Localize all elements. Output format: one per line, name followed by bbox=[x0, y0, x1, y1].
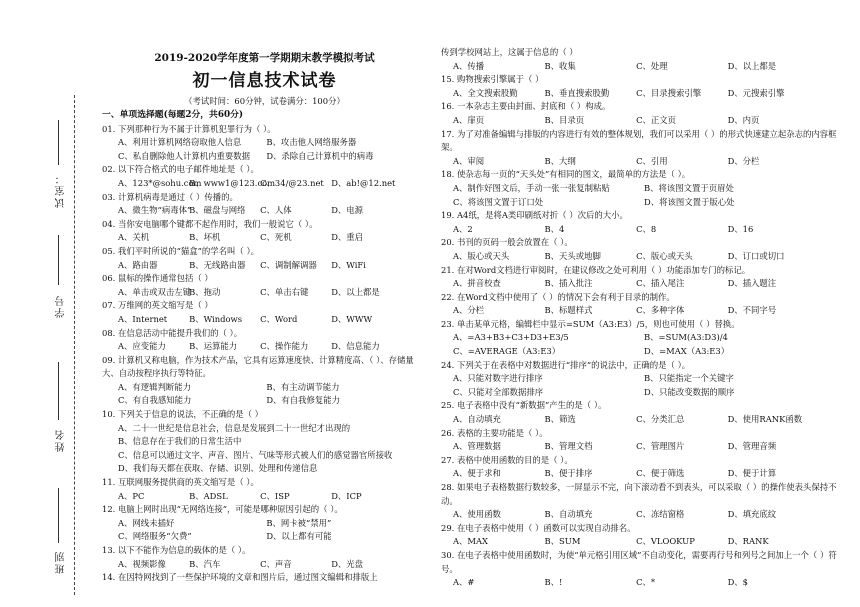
answer-option: A、二十一世纪是信息社会，信息是发展到二十一世纪才出现的 bbox=[118, 422, 351, 433]
option-row bbox=[441, 508, 851, 522]
answer-option: B、磁盘与网络 bbox=[189, 205, 246, 216]
question-text: 02. 以下符合格式的电子邮件地址是（ ）。 bbox=[102, 164, 259, 175]
option-row bbox=[441, 345, 851, 359]
answer-option: D、填充底纹 bbox=[727, 509, 777, 520]
name-blank bbox=[58, 362, 59, 420]
answer-option: A、审阅 bbox=[453, 155, 485, 166]
answer-option: A、微生物“病毒体” bbox=[118, 205, 192, 216]
answer-option: D、管理音频 bbox=[727, 441, 777, 452]
answer-option: B、网卡被“禁用” bbox=[266, 517, 332, 528]
option-row bbox=[441, 114, 851, 128]
question-text: 17. 为了对准备编辑与排版的内容进行有效的整体规划，我们可以采用（ ）的形式快速建立起杂志的内容框架。 bbox=[441, 128, 837, 153]
answer-option: B、只能指定一个关键字 bbox=[644, 373, 734, 384]
option-row bbox=[102, 517, 427, 531]
answer-option: A、版心或天头 bbox=[453, 250, 510, 261]
option-row bbox=[102, 204, 427, 218]
option-row bbox=[441, 386, 851, 400]
answer-option: D、$ bbox=[727, 577, 749, 588]
answer-option: D、以上都有可能 bbox=[266, 531, 332, 542]
answer-option: C、处理 bbox=[636, 60, 668, 71]
answer-option: C、将该图文置于订口处 bbox=[453, 196, 544, 207]
answer-option: C、* bbox=[636, 577, 656, 588]
question-text: 09. 计算机又称电脑，作为技术产品，它具有运算速度快、计算精度高、（ ）、存储量大、自动按程序执行等特征。 bbox=[102, 354, 414, 379]
option-row bbox=[102, 231, 427, 245]
question-text: 03. 计算机病毒是通过（ ）传播的。 bbox=[102, 191, 238, 202]
option-row bbox=[441, 196, 851, 210]
option-row bbox=[441, 60, 851, 74]
answer-option: C、人体 bbox=[260, 205, 292, 216]
question-text: 26. 表格的主要功能是（ ）。 bbox=[441, 427, 548, 438]
answer-option: D、使用RANK函数 bbox=[727, 414, 803, 425]
left-question-list bbox=[102, 123, 427, 585]
answer-option: C、34/@23.net bbox=[260, 177, 324, 188]
question-text: 14. 在因特网找到了一些保护环境的文章和图片后，通过图文编辑和排版上 bbox=[102, 572, 378, 583]
answer-option: D、杀除自己计算机中的病毒 bbox=[266, 150, 374, 161]
question-text: 12. 电脑上网时出现“无网络连接”，可能是哪种原因引起的（ ）。 bbox=[102, 504, 343, 515]
option-row bbox=[441, 576, 851, 590]
question-text: 15. 购物搜索引擎属于（ ） bbox=[441, 74, 544, 85]
answer-option: A、拼音校查 bbox=[453, 278, 501, 289]
option-row bbox=[441, 155, 851, 169]
answer-option: A、扉页 bbox=[453, 114, 485, 125]
answer-option: A、制作好图文后，手动一张一张复制粘贴 bbox=[453, 182, 610, 193]
answer-option: A、便于求和 bbox=[453, 468, 501, 479]
answer-option: C、VLOOKUP bbox=[636, 536, 695, 547]
option-row bbox=[102, 558, 427, 572]
paper-title: 初一信息技术试卷 bbox=[192, 71, 337, 91]
right-question-list bbox=[441, 46, 851, 590]
answer-option: D、WWW bbox=[331, 313, 373, 324]
answer-option: B、插入批注 bbox=[544, 278, 593, 289]
option-row bbox=[102, 530, 427, 544]
option-row bbox=[441, 304, 851, 318]
answer-option: C、8 bbox=[636, 223, 657, 234]
answer-option: C、ISP bbox=[260, 490, 290, 501]
answer-option: B、运算能力 bbox=[189, 341, 238, 352]
question-text: 25. 电子表格中没有“新数据”产生的是（ ）。 bbox=[441, 400, 607, 411]
question-text: 01. 下列那种行为不属于计算机犯罪行为（ ）。 bbox=[102, 123, 276, 134]
question-text: 19. A4纸，是将A类印刷纸对折（ ）次后的大小。 bbox=[441, 210, 628, 221]
option-row bbox=[441, 440, 851, 454]
answer-option: C、便于筛选 bbox=[636, 468, 685, 479]
answer-option: A、全文搜索股勤 bbox=[453, 87, 518, 98]
option-row bbox=[441, 182, 851, 196]
answer-option: D、内页 bbox=[727, 114, 760, 125]
question-text: 29. 在电子表格中使用（ ）函数可以实现自动排名。 bbox=[441, 522, 636, 533]
answer-option: A、应变能力 bbox=[118, 341, 166, 352]
option-row bbox=[102, 313, 427, 327]
answer-option: A、管理数据 bbox=[453, 441, 501, 452]
answer-option: A、视频影像 bbox=[118, 558, 166, 569]
answer-option: A、# bbox=[453, 577, 475, 588]
option-row bbox=[102, 150, 427, 164]
question-text: 06. 鼠标的操作通常包括（ ） bbox=[102, 273, 213, 284]
answer-option: B、垂直搜索股勤 bbox=[544, 87, 610, 98]
answer-option: A、网线未插好 bbox=[118, 517, 175, 528]
option-row bbox=[102, 490, 427, 504]
answer-option: D、以上都是 bbox=[331, 286, 380, 297]
answer-option: D、以上都是 bbox=[727, 60, 777, 71]
answer-option: B、汽车 bbox=[189, 558, 221, 569]
answer-option: B、便于排序 bbox=[544, 468, 593, 479]
answer-option: B、管理文档 bbox=[544, 441, 593, 452]
answer-option: A、使用函数 bbox=[453, 509, 501, 520]
question-text: 04. 当你安电脑哪个键都不起作用时，我们一般说它（ ）。 bbox=[102, 218, 318, 229]
answer-option: B、收集 bbox=[544, 60, 576, 71]
answer-option: B、将该图文置于页眉处 bbox=[644, 182, 734, 193]
class-blank bbox=[58, 488, 59, 543]
answer-option: C、Word bbox=[260, 313, 298, 324]
answer-option: D、订口或切口 bbox=[727, 250, 785, 261]
answer-option: A、分栏 bbox=[453, 305, 485, 316]
option-row bbox=[102, 177, 427, 191]
answer-option: D、RANK bbox=[727, 536, 769, 547]
answer-option: C、信息可以通过文字、声音、图片、气味等形式被人们的感觉器官所接收 bbox=[118, 449, 393, 460]
answer-option: A、=A3+B3+C3+D3+E3/5 bbox=[453, 332, 569, 343]
option-row bbox=[441, 87, 851, 101]
answer-option: C、冻结窗格 bbox=[636, 509, 685, 520]
answer-option: C、版心或天头 bbox=[636, 250, 693, 261]
class-label: 班别 bbox=[56, 550, 67, 574]
exam-room-blank bbox=[58, 120, 59, 165]
answer-option: A、利用计算机网络窃取他人信息 bbox=[118, 137, 242, 148]
exam-title: 2019-2020学年度第一学期期末教学模拟考试 bbox=[154, 52, 375, 64]
answer-option: D、信息能力 bbox=[331, 341, 380, 352]
question-text: 13. 以下不能作为信息的载体的是（ ）。 bbox=[102, 545, 251, 555]
right-column bbox=[441, 0, 851, 590]
exam-room-label: 试室： bbox=[56, 172, 67, 208]
answer-option: C、死机 bbox=[260, 232, 292, 243]
answer-option: C、调制解调器 bbox=[260, 259, 317, 270]
answer-option: A、只能对数字进行排序 bbox=[453, 373, 543, 384]
answer-option: D、WiFi bbox=[331, 259, 366, 270]
answer-option: D、只能改变数据的顺序 bbox=[644, 386, 735, 397]
answer-option: B、信息存在于我们的日常生活中 bbox=[118, 436, 242, 447]
answer-option: B、SUM bbox=[544, 536, 581, 547]
student-no-blank bbox=[58, 235, 59, 285]
seal-line bbox=[74, 95, 75, 595]
option-row bbox=[102, 340, 427, 354]
answer-option: A、单击或双击左键 bbox=[118, 286, 192, 297]
question-text: 11. 互联网服务提供商的英文缩写是（ ）。 bbox=[102, 477, 259, 488]
answer-option: C、引用 bbox=[636, 155, 668, 166]
answer-option: B、有主动调节能力 bbox=[266, 381, 340, 392]
answer-option: C、正文页 bbox=[636, 114, 676, 125]
answer-option: A、路由器 bbox=[118, 259, 158, 270]
question-text: 20. 书刊的页码一般会放置在（ ）。 bbox=[441, 237, 573, 248]
answer-option: D、有自我修复能力 bbox=[266, 395, 341, 406]
option-row bbox=[102, 136, 427, 150]
answer-option: C、私自删除他人计算机内重要数据 bbox=[118, 150, 251, 161]
option-row bbox=[441, 223, 851, 237]
option-row bbox=[441, 277, 851, 291]
answer-option: C、目录搜索引擎 bbox=[636, 87, 702, 98]
answer-option: B、筛选 bbox=[544, 414, 576, 425]
question-text: 23. 单击某单元格，编辑栏中显示=SUM（A3:E3）/5，则也可使用（ ）替换。 bbox=[441, 318, 740, 329]
answer-option: D、电源 bbox=[331, 205, 364, 216]
option-row bbox=[102, 286, 427, 300]
answer-option: C、单击右键 bbox=[260, 286, 309, 297]
answer-option: A、Internet bbox=[118, 313, 168, 324]
answer-option: B、坏机 bbox=[189, 232, 221, 243]
answer-option: D、ICP bbox=[331, 490, 362, 501]
question-text: 18. 使杂志每一页的“天头处”有相同的图文，最简单的方法是（ ）。 bbox=[441, 169, 691, 180]
answer-option: C、声音 bbox=[260, 558, 292, 569]
option-row bbox=[102, 381, 427, 395]
answer-option: B、标题样式 bbox=[544, 305, 593, 316]
question-text: 21. 在对Word文档进行审阅时，在建议修改之处可利用（ ）功能添加专门的标记。 bbox=[441, 264, 751, 275]
answer-option: B、=SUM(A3:D3)/4 bbox=[644, 332, 728, 343]
answer-option: B、拖动 bbox=[189, 286, 221, 297]
answer-option: A、自动填充 bbox=[453, 414, 501, 425]
option-row bbox=[441, 413, 851, 427]
answer-option: D、便于计算 bbox=[727, 468, 777, 479]
question-text: 10. 下列关于信息的说法，不正确的是（ ） bbox=[102, 409, 264, 420]
option-row bbox=[102, 259, 427, 273]
answer-option: B、ADSL bbox=[189, 490, 228, 501]
answer-option: D、分栏 bbox=[727, 155, 760, 166]
answer-option: A、传播 bbox=[453, 60, 485, 71]
left-column bbox=[102, 0, 427, 585]
answer-option: B、攻击他人网络服务器 bbox=[266, 137, 357, 148]
binding-margin bbox=[0, 0, 90, 607]
answer-option: A、有逻辑判断能力 bbox=[118, 381, 192, 392]
answer-option: B、目录页 bbox=[544, 114, 585, 125]
option-row bbox=[441, 467, 851, 481]
option-row bbox=[102, 394, 427, 408]
answer-option: D、不同字号 bbox=[727, 305, 777, 316]
option-row bbox=[441, 372, 851, 386]
answer-option: C、多种字体 bbox=[636, 305, 685, 316]
answer-option: C、只能对全部数据排序 bbox=[453, 386, 544, 397]
answer-option: D、ab!@12.net bbox=[331, 177, 396, 188]
question-text: 30. 在电子表格中使用函数时，为使“单元格引用区域”不自动变化，需要再行号和列号之间加上一个（ ）符号。 bbox=[441, 549, 837, 574]
answer-option: C、网络服务“欠费” bbox=[118, 531, 192, 542]
option-row bbox=[441, 535, 851, 549]
name-label: 姓名 bbox=[56, 428, 67, 452]
answer-option: C、操作能力 bbox=[260, 341, 309, 352]
answer-option: C、分类汇总 bbox=[636, 414, 685, 425]
answer-option: B、天头或地脚 bbox=[544, 250, 601, 261]
student-no-label: 学号 bbox=[56, 294, 67, 318]
answer-option: D、重启 bbox=[331, 232, 364, 243]
question-text: 08. 在信息活动中能提升我们的（ ）。 bbox=[102, 327, 243, 338]
answer-option: D、16 bbox=[727, 223, 754, 234]
answer-option: C、=AVERAGE（A3:E3） bbox=[453, 346, 561, 357]
option-row bbox=[441, 250, 851, 264]
answer-option: A、2 bbox=[453, 223, 473, 234]
question-text: 24. 下列关于在表格中对数据进行“排序”的说法中，正确的是（ ）。 bbox=[441, 359, 691, 370]
answer-option: D、=MAX（A3:E3） bbox=[644, 346, 730, 357]
answer-option: C、插入尾注 bbox=[636, 278, 685, 289]
answer-option: D、光盘 bbox=[331, 558, 364, 569]
answer-option: D、元搜索引擎 bbox=[727, 87, 785, 98]
exam-subtitle: （考试时间：60分钟，试卷满分：100分） bbox=[184, 96, 345, 106]
question-text: 05. 我们平时所说的“猫盒”的学名叫（ ）。 bbox=[102, 245, 260, 256]
answer-option: A、PC bbox=[118, 490, 145, 501]
answer-option: A、MAX bbox=[453, 536, 489, 547]
section-heading: 一、单项选择题(每题2分，共60分) bbox=[102, 110, 244, 120]
answer-option: D、我们每天都在获取、存储、识别、处理和传递信息 bbox=[118, 463, 318, 474]
answer-option: B、自动填充 bbox=[544, 509, 593, 520]
question-text: 07. 万维网的英文缩写是（ ） bbox=[102, 300, 213, 311]
question-text: 27. 表格中使用函数的目的是（ ）。 bbox=[441, 454, 573, 465]
answer-option: B、4 bbox=[544, 223, 565, 234]
answer-option: C、有自我感知能力 bbox=[118, 395, 192, 406]
answer-option: B、大纲 bbox=[544, 155, 576, 166]
question-text: 16. 一本杂志主要由封面、封底和（ ）构成。 bbox=[441, 101, 611, 112]
answer-option: B、无线路由器 bbox=[189, 259, 246, 270]
answer-option: D、将该图文置于版心处 bbox=[644, 196, 735, 207]
answer-option: C、管理图片 bbox=[636, 441, 685, 452]
answer-option: B、www1@123.com bbox=[189, 177, 276, 188]
question-text: 传到学校网站上，这属于信息的（ ） bbox=[441, 47, 578, 57]
question-text: 28. 如果电子表格数据行数较多，一屏显示不完，向下滚动看不到表头，可以采取（ ）的操作使表头保持不动。 bbox=[441, 482, 837, 506]
answer-option: B、! bbox=[544, 577, 563, 588]
answer-option: D、插入题注 bbox=[727, 278, 777, 289]
option-row bbox=[441, 331, 851, 345]
question-text: 22. 在Word文档中使用了（ ）的情况下会有利于目录的制作。 bbox=[441, 291, 675, 302]
answer-option: A、123*@sohu.com bbox=[118, 177, 202, 188]
answer-option: B、Windows bbox=[189, 313, 242, 324]
answer-option: A、关机 bbox=[118, 232, 150, 243]
